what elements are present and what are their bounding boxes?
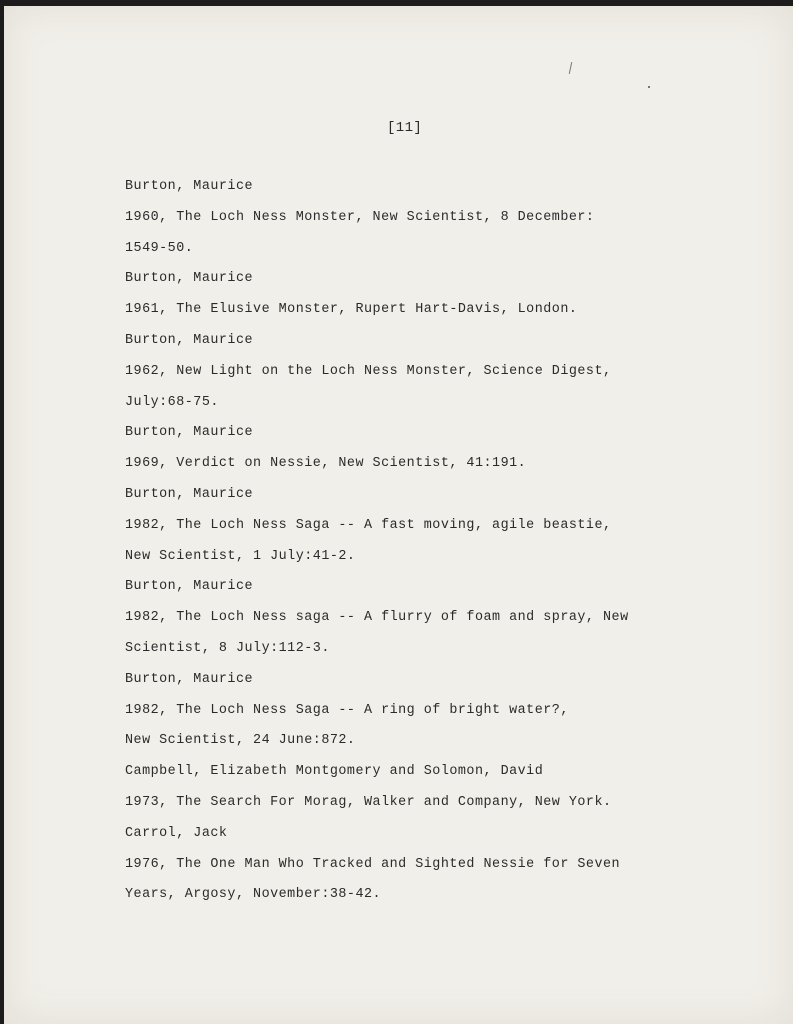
entry-author: Campbell, Elizabeth Montgomery and Solomon, David xyxy=(125,764,544,780)
bibliography-entry xyxy=(125,823,685,915)
entry-citation-line: 1976, The One Man Who Tracked and Sighted Nessie for Seven xyxy=(125,856,621,872)
entry-citation-line: 1549-50. xyxy=(125,240,194,256)
bibliography-entry xyxy=(125,330,685,422)
entry-author: Burton, Maurice xyxy=(125,425,254,441)
entry-citation-line: 1982, The Loch Ness saga -- A flurry of foam and spray, New xyxy=(125,610,629,626)
entry-author: Burton, Maurice xyxy=(125,671,254,687)
bibliography-entry xyxy=(125,576,685,668)
entry-citation-line: 1969, Verdict on Nessie, New Scientist, 41:191. xyxy=(125,456,527,472)
entry-citation-line: New Scientist, 1 July:41-2. xyxy=(125,548,356,564)
entry-author: Burton, Maurice xyxy=(125,332,254,348)
bibliography-entry xyxy=(125,669,685,761)
entry-citation-line: 1982, The Loch Ness Saga -- A fast moving, agile beastie, xyxy=(125,517,612,533)
entry-citation-line: 1960, The Loch Ness Monster, New Scientist, 8 December: xyxy=(125,209,595,225)
entry-citation-line: 1982, The Loch Ness Saga -- A ring of bright water?, xyxy=(125,702,569,718)
entry-citation-line: Years, Argosy, November:38-42. xyxy=(125,887,382,903)
entry-author: Burton, Maurice xyxy=(125,179,254,194)
entry-citation-line: July:68-75. xyxy=(125,394,219,410)
entry-author: Burton, Maurice xyxy=(125,486,254,502)
bibliography-entry xyxy=(125,761,685,823)
bibliography-entry xyxy=(125,484,685,576)
entry-citation-line: 1962, New Light on the Loch Ness Monster, Science Digest, xyxy=(125,363,612,379)
document-page xyxy=(4,6,793,1024)
bibliography-entry xyxy=(125,268,685,330)
entry-citation-line: 1973, The Search For Morag, Walker and Company, New York. xyxy=(125,794,612,810)
bibliography-list xyxy=(125,176,685,915)
entry-citation-line: 1961, The Elusive Monster, Rupert Hart-Davis, London. xyxy=(125,302,578,318)
speck-mark xyxy=(648,86,650,88)
entry-citation-line: New Scientist, 24 June:872. xyxy=(125,733,356,749)
entry-citation-line: Scientist, 8 July:112-3. xyxy=(125,640,330,656)
bibliography-entry xyxy=(125,176,685,268)
entry-author: Burton, Maurice xyxy=(125,271,254,287)
page-number: [11] xyxy=(387,120,423,136)
bibliography-entry xyxy=(125,422,685,484)
entry-author: Carrol, Jack xyxy=(125,825,228,841)
entry-author: Burton, Maurice xyxy=(125,579,254,595)
pencil-mark xyxy=(569,62,572,74)
